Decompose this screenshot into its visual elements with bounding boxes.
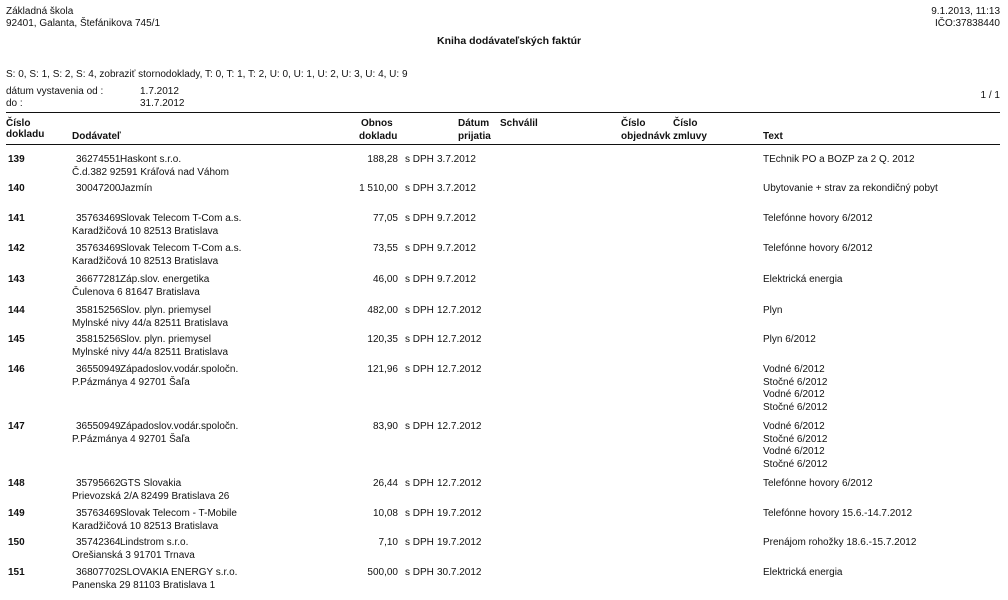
invoice-number: 140	[8, 183, 25, 194]
text-line: Vodné 6/2012	[763, 421, 825, 432]
vat-flag: s DPH	[405, 213, 434, 224]
vat-flag: s DPH	[405, 421, 434, 432]
received-date: 12.7.2012	[437, 421, 482, 432]
text-line: Telefónne hovory 15.6.-14.7.2012	[763, 508, 912, 519]
col-objednavok-line2: objednávk	[621, 131, 671, 142]
supplier-name: Slovak Telecom - T-Mobile	[120, 508, 237, 519]
supplier-ico: 36274551	[76, 154, 121, 165]
organization-name: Základná škola	[6, 6, 74, 17]
supplier-name: Západoslov.vodár.spoločn.	[120, 364, 239, 375]
invoice-text	[763, 154, 915, 167]
invoice-amount: 10,08	[372, 508, 398, 519]
invoice-amount: 46,00	[372, 274, 398, 285]
filter-criteria: S: 0, S: 1, S: 2, S: 4, zobraziť stornodoklady, T: 0, T: 1, T: 2, U: 0, U: 1, U: 2, U: 3, U: 4, U: 9	[6, 69, 408, 80]
received-date: 3.7.2012	[437, 154, 476, 165]
vat-flag: s DPH	[405, 508, 434, 519]
received-date: 19.7.2012	[437, 508, 482, 519]
invoice-text	[763, 213, 873, 226]
col-dodavatel: Dodávateľ	[72, 131, 121, 142]
col-zmluvy-line2: zmluvy	[673, 131, 707, 142]
supplier-name: SLOVAKIA ENERGY s.r.o.	[120, 567, 238, 578]
invoice-text	[763, 567, 842, 580]
invoice-text	[763, 421, 828, 471]
supplier-address: Karadžičová 10 82513 Bratislava	[72, 226, 219, 237]
supplier-address: Mylnské nivy 44/a 82511 Bratislava	[72, 347, 229, 358]
supplier-address: Karadžičová 10 82513 Bratislava	[72, 256, 219, 267]
invoice-amount: 77,05	[372, 213, 398, 224]
invoice-amount: 83,90	[372, 421, 398, 432]
invoice-amount: 500,00	[367, 567, 398, 578]
vat-flag: s DPH	[405, 274, 434, 285]
invoice-number: 146	[8, 364, 25, 375]
vat-flag: s DPH	[405, 334, 434, 345]
print-datetime: 9.1.2013, 11:13	[931, 6, 1000, 17]
date-to-value: 31.7.2012	[140, 98, 185, 109]
vat-flag: s DPH	[405, 364, 434, 375]
text-line: Stočné 6/2012	[763, 376, 828, 388]
invoice-amount: 7,10	[378, 537, 398, 548]
supplier-name: Haskont s.r.o.	[120, 154, 182, 165]
supplier-ico: 36677281	[76, 274, 121, 285]
invoice-text	[763, 243, 873, 256]
date-from-label: dátum vystavenia od :	[6, 86, 104, 97]
invoice-text	[763, 537, 916, 550]
supplier-ico: 35763469	[76, 213, 121, 224]
received-date: 9.7.2012	[437, 243, 476, 254]
text-line: Telefónne hovory 6/2012	[763, 478, 873, 489]
supplier-address: P.Pázmánya 4 92701 Šaľa	[72, 434, 190, 445]
col-cislo-line1: Číslo	[6, 118, 31, 129]
vat-flag: s DPH	[405, 567, 434, 578]
supplier-ico: 36550949	[76, 364, 121, 375]
supplier-address: Orešianská 3 91701 Trnava	[72, 550, 195, 561]
col-obnos-line2: dokladu	[359, 131, 398, 142]
supplier-ico: 35763469	[76, 243, 121, 254]
invoice-number: 143	[8, 274, 25, 285]
invoice-text	[763, 274, 842, 287]
text-line: Vodné 6/2012	[763, 364, 825, 375]
received-date: 12.7.2012	[437, 364, 482, 375]
organization-address: 92401, Galanta, Štefánikova 745/1	[6, 18, 161, 29]
date-to-label: do :	[6, 98, 23, 109]
invoice-text	[763, 183, 938, 196]
invoice-text	[763, 364, 828, 414]
supplier-name: Slovak Telecom T-Com a.s.	[120, 243, 242, 254]
table-row	[0, 421, 1008, 477]
invoice-text	[763, 478, 873, 491]
table-row	[0, 567, 1008, 597]
supplier-ico: 36807702	[76, 567, 121, 578]
text-line: Telefónne hovory 6/2012	[763, 213, 873, 224]
col-objednavok-line1: Číslo	[621, 118, 646, 129]
vat-flag: s DPH	[405, 478, 434, 489]
text-line: Elektrická energia	[763, 567, 843, 578]
invoice-amount: 188,28	[367, 154, 398, 165]
invoice-text	[763, 305, 782, 318]
text-line: Stočné 6/2012	[763, 458, 828, 470]
text-line: Telefónne hovory 6/2012	[763, 243, 873, 254]
col-schvalil: Schválil	[500, 118, 538, 129]
invoice-number: 139	[8, 154, 25, 165]
invoice-text	[763, 334, 816, 347]
invoice-amount: 26,44	[372, 478, 398, 489]
vat-flag: s DPH	[405, 305, 434, 316]
received-date: 9.7.2012	[437, 274, 476, 285]
col-text: Text	[763, 131, 783, 142]
invoice-amount: 73,55	[372, 243, 398, 254]
invoice-number: 141	[8, 213, 25, 224]
supplier-ico: 35795662	[76, 478, 121, 489]
invoice-number: 147	[8, 421, 25, 432]
text-line: Prenájom rohožky 18.6.-15.7.2012	[763, 537, 917, 548]
col-datum-line2: prijatia	[458, 131, 491, 142]
invoice-number: 150	[8, 537, 25, 548]
supplier-name: Slov. plyn. priemysel	[120, 305, 211, 316]
supplier-name: Západoslov.vodár.spoločn.	[120, 421, 239, 432]
supplier-address: Panenska 29 81103 Bratislava 1	[72, 580, 216, 591]
invoice-amount: 121,96	[367, 364, 398, 375]
document-title: Kniha dodávateľských faktúr	[437, 35, 582, 47]
supplier-name: Lindstrom s.r.o.	[120, 537, 189, 548]
supplier-ico: 36550949	[76, 421, 121, 432]
invoice-amount: 482,00	[367, 305, 398, 316]
invoice-number: 151	[8, 567, 25, 578]
supplier-ico: 35742364	[76, 537, 121, 548]
vat-flag: s DPH	[405, 183, 434, 194]
header-top-rule	[6, 112, 1000, 113]
text-line: Vodné 6/2012	[763, 446, 825, 457]
col-datum-line1: Dátum	[458, 118, 490, 129]
vat-flag: s DPH	[405, 243, 434, 254]
received-date: 19.7.2012	[437, 537, 482, 548]
supplier-name: Jazmín	[120, 183, 153, 194]
supplier-address: Mylnské nivy 44/a 82511 Bratislava	[72, 318, 229, 329]
received-date: 3.7.2012	[437, 183, 476, 194]
supplier-name: Slov. plyn. priemysel	[120, 334, 211, 345]
vat-flag: s DPH	[405, 537, 434, 548]
supplier-ico: 35815256	[76, 334, 121, 345]
received-date: 30.7.2012	[437, 567, 482, 578]
supplier-ico: 30047200	[76, 183, 121, 194]
col-obnos-line1: Obnos	[361, 118, 393, 129]
supplier-name: Slovak Telecom T-Com a.s.	[120, 213, 242, 224]
header-bottom-rule	[6, 144, 1000, 145]
supplier-address: Karadžičová 10 82513 Bratislava	[72, 521, 219, 532]
invoice-amount: 120,35	[367, 334, 398, 345]
received-date: 12.7.2012	[437, 305, 482, 316]
invoice-number: 149	[8, 508, 25, 519]
text-line: Ubytovanie + strav za rekondičný pobyt	[763, 183, 938, 194]
supplier-address: Čulenova 6 81647 Bratislava	[72, 287, 200, 298]
col-cislo-line2: dokladu	[6, 129, 45, 140]
page-number: 1 / 1	[980, 90, 1000, 101]
table-row	[0, 364, 1008, 420]
received-date: 12.7.2012	[437, 334, 482, 345]
invoice-number: 142	[8, 243, 25, 254]
supplier-ico: 35763469	[76, 508, 121, 519]
ico-number: IČO:37838440	[934, 18, 1000, 29]
text-line: Plyn 6/2012	[763, 334, 816, 345]
invoice-number: 148	[8, 478, 25, 489]
text-line: Plyn	[763, 305, 783, 316]
invoice-number: 144	[8, 305, 25, 316]
invoice-amount: 1 510,00	[359, 183, 398, 194]
received-date: 12.7.2012	[437, 478, 482, 489]
text-line: Stočné 6/2012	[763, 433, 828, 445]
vat-flag: s DPH	[405, 154, 434, 165]
text-line: Vodné 6/2012	[763, 389, 825, 400]
col-zmluvy-line1: Číslo	[673, 118, 698, 129]
invoice-text	[763, 508, 912, 521]
supplier-name: Záp.slov. energetika	[120, 274, 210, 285]
supplier-ico: 35815256	[76, 305, 121, 316]
text-line: TEchnik PO a BOZP za 2 Q. 2012	[763, 154, 915, 165]
supplier-address: P.Pázmánya 4 92701 Šaľa	[72, 377, 190, 388]
supplier-name: GTS Slovakia	[120, 478, 182, 489]
supplier-address: Prievozská 2/A 82499 Bratislava 26	[72, 491, 230, 502]
date-from-value: 1.7.2012	[140, 86, 179, 97]
invoice-number: 145	[8, 334, 25, 345]
text-line: Elektrická energia	[763, 274, 843, 285]
text-line: Stočné 6/2012	[763, 401, 828, 413]
received-date: 9.7.2012	[437, 213, 476, 224]
supplier-address: Č.d.382 92591 Kráľová nad Váhom	[72, 167, 229, 178]
